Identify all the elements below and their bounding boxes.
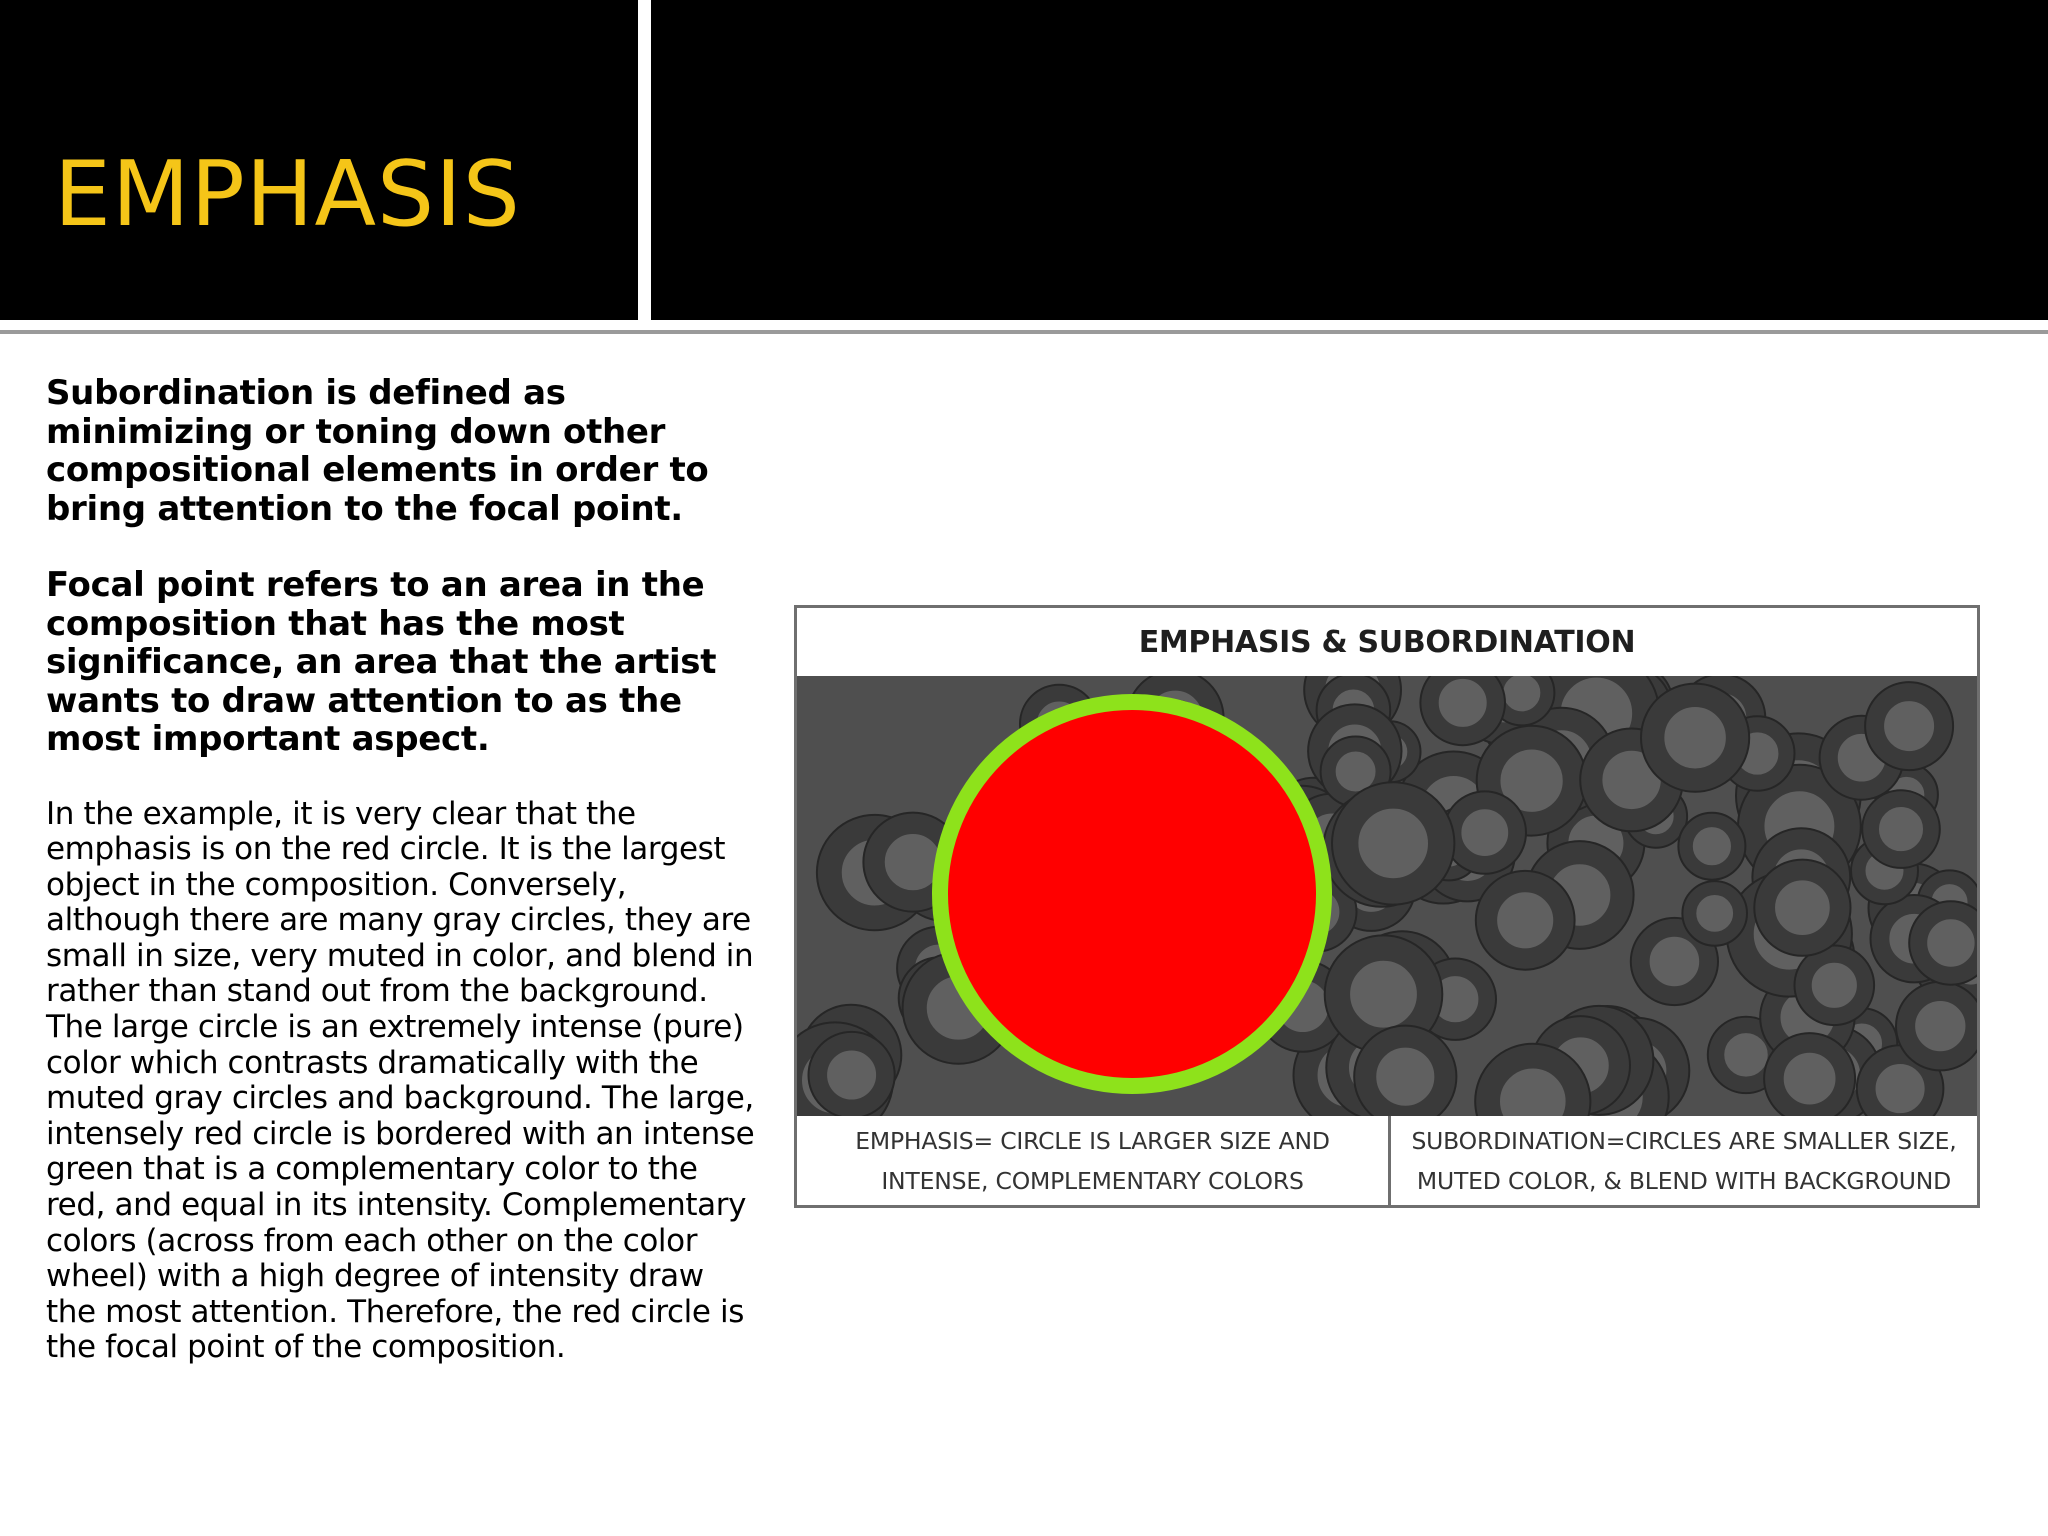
gray-circle bbox=[1875, 692, 1944, 761]
emphasis-caption-line-1: EMPHASIS= CIRCLE IS LARGER SIZE AND bbox=[855, 1126, 1330, 1155]
gray-circle bbox=[1906, 991, 1975, 1060]
emphasis-caption-line-2: INTENSE, COMPLEMENTARY COLORS bbox=[881, 1166, 1304, 1195]
gray-circle bbox=[1487, 882, 1564, 959]
example-explanation: In the example, it is very clear that the emphasis is on the red circle. It is the largest object in the composition. Conversely, although there are many gray circles, they are small in size, very muted in color, and blend in rather than stand out from the background. The large circle is an extremely intense (pure) color which contrasts dramatically with the muted gray circles and background. The large, intensely red circle is bordered with an intense green that is a complementary color to the red, and equal in its intensity. Complementary colors (across from each other on the color wheel) with a high degree of intensity draw the most attention. Therefore, the red circle is the focal point of the composition. bbox=[46, 795, 755, 1366]
subordination-caption-line-2: MUTED COLOR, & BLEND WITH BACKGROUND bbox=[1416, 1166, 1952, 1195]
gray-circle bbox=[1653, 695, 1738, 780]
gray-circle bbox=[1430, 676, 1496, 736]
gray-circle bbox=[1345, 795, 1441, 891]
header-right-panel bbox=[651, 0, 2048, 320]
focal-circle bbox=[948, 710, 1316, 1078]
focal-point-definition: Focal point refers to an area in the composition that has the most significance, an area that the artist wants to draw attention to as the most important aspect. bbox=[46, 565, 717, 759]
circles-illustration bbox=[797, 676, 1977, 1116]
gray-circle bbox=[1453, 800, 1518, 865]
gray-circle bbox=[1686, 820, 1739, 873]
gray-circle bbox=[1871, 799, 1932, 860]
emphasis-figure bbox=[794, 605, 1980, 1208]
gray-circle bbox=[1918, 910, 1977, 975]
gray-circle bbox=[1365, 1037, 1445, 1116]
gray-circle bbox=[1803, 954, 1865, 1016]
slide-title: EMPHASIS bbox=[54, 142, 521, 247]
figure-title: EMPHASIS & SUBORDINATION bbox=[1138, 624, 1636, 660]
gray-circle bbox=[1774, 1043, 1845, 1114]
emphasis-caption bbox=[797, 1116, 1391, 1205]
text-column bbox=[46, 374, 756, 1366]
subordination-caption-line-1: SUBORDINATION=CIRCLES ARE SMALLER SIZE, bbox=[1411, 1126, 1957, 1155]
subordination-definition: Subordination is defined as minimizing or toning down other compositional elements in order to bring attention to the focal point. bbox=[46, 373, 709, 529]
header-divider bbox=[0, 330, 2048, 334]
subordination-caption bbox=[1391, 1116, 1977, 1205]
gray-circle bbox=[1689, 888, 1740, 939]
gray-circle bbox=[1765, 870, 1840, 945]
gray-circle bbox=[1488, 1056, 1578, 1116]
gray-circle bbox=[818, 1041, 886, 1109]
